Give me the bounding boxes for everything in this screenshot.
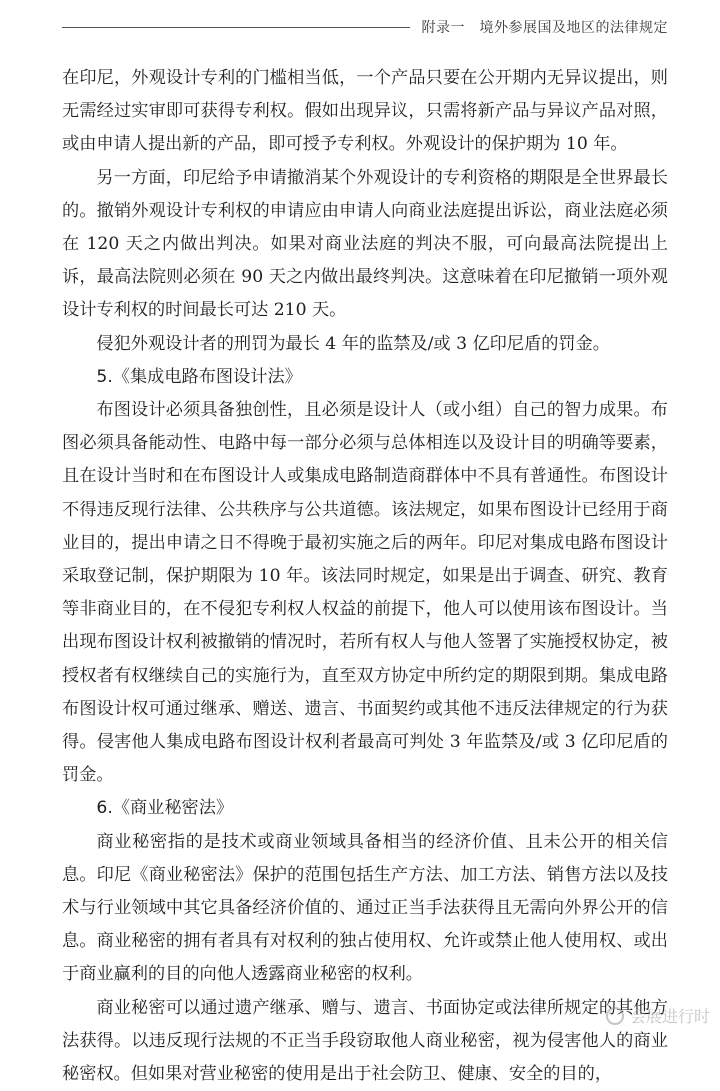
paragraph: 在印尼，外观设计专利的门槛相当低，一个产品只要在公开期内无异议提出，则无需经过实审即可获得专利权。假如出现异议，只需将新产品与异议产品对照，或由申请人提出新的产品，即可授予专利权。外观设计的保护期为 10 年。: [62, 68, 668, 155]
paragraph: 另一方面，印尼给予申请撤消某个外观设计的专利资格的期限是全世界最长的。撤销外观设计专利权的申请应由申请人向商业法庭提出诉讼，商业法庭必须在 120 天之内做出判决。如果对商业法庭的判决不服，可向最高法院提出上诉，最高法院则必须在 90 天之内做出最终判决。这意味着在印尼撤销一项外观设计专利权的时间最长可达 210 天。: [62, 167, 668, 321]
watermark: [606, 1004, 710, 1027]
paragraph: 商业秘密指的是技术或商业领域具备相当的经济价值、且未公开的相关信息。印尼《商业秘密法》保护的范围包括生产方法、加工方法、销售方法以及技术与行业领域中其它具备经济价值的、通过正当手法获得且无需向外界公开的信息。商业秘密的拥有者具有对权利的独占使用权、允许或禁止他人使用权、或出于商业赢利的目的向他人透露商业秘密的权利。: [62, 831, 668, 985]
section-heading: 6.《商业秘密法》: [96, 798, 234, 819]
body-text: [62, 62, 668, 1091]
header-title: 附录一 境外参展国及地区的法律规定: [421, 20, 668, 36]
watermark-text: 会展进行时: [629, 1007, 710, 1026]
paragraph: 侵犯外观设计者的刑罚为最长 4 年的监禁及/或 3 亿印尼盾的罚金。: [96, 333, 610, 354]
running-header: [62, 14, 668, 40]
paragraph: 商业秘密可以通过遗产继承、赠与、遗言、书面协定或法律所规定的其他方法获得。以违反现行法规的不正当手段窃取他人商业秘密，视为侵害他人的商业秘密权。但如果对营业秘密的使用是出于社会防卫、健康、安全的目的，: [62, 997, 668, 1085]
header-rule: [62, 27, 410, 28]
wechat-icon: [606, 1007, 624, 1025]
section-heading: 5.《集成电路布图设计法》: [96, 366, 302, 387]
paragraph: 布图设计必须具备独创性，且必须是设计人（或小组）自己的智力成果。布图必须具备能动性、电路中每一部分必须与总体相连以及设计目的明确等要素，且在设计当时和在布图设计人或集成电路制造商群体中不具有普通性。布图设计不得违反现行法律、公共秩序与公共道德。该法规定，如果布图设计已经用于商业目的，提出申请之日不得晚于最初实施之后的两年。印尼对集成电路布图设计采取登记制，保护期限为 10 年。该法同时规定，如果是出于调查、研究、教育等非商业目的，在不侵犯专利权人权益的前提下，他人可以使用该布图设计。当出现布图设计权利被撤销的情况时，若所有权人与他人签署了实施授权协定，被授权者有权继续自己的实施行为，直至双方协定中所约定的期限到期。集成电路布图设计权可通过继承、赠送、遗言、书面契约或其他不违反法律规定的行为获得。侵害他人集成电路布图设计权利者最高可判处 3 年监禁及/或 3 亿印尼盾的罚金。: [62, 400, 668, 786]
